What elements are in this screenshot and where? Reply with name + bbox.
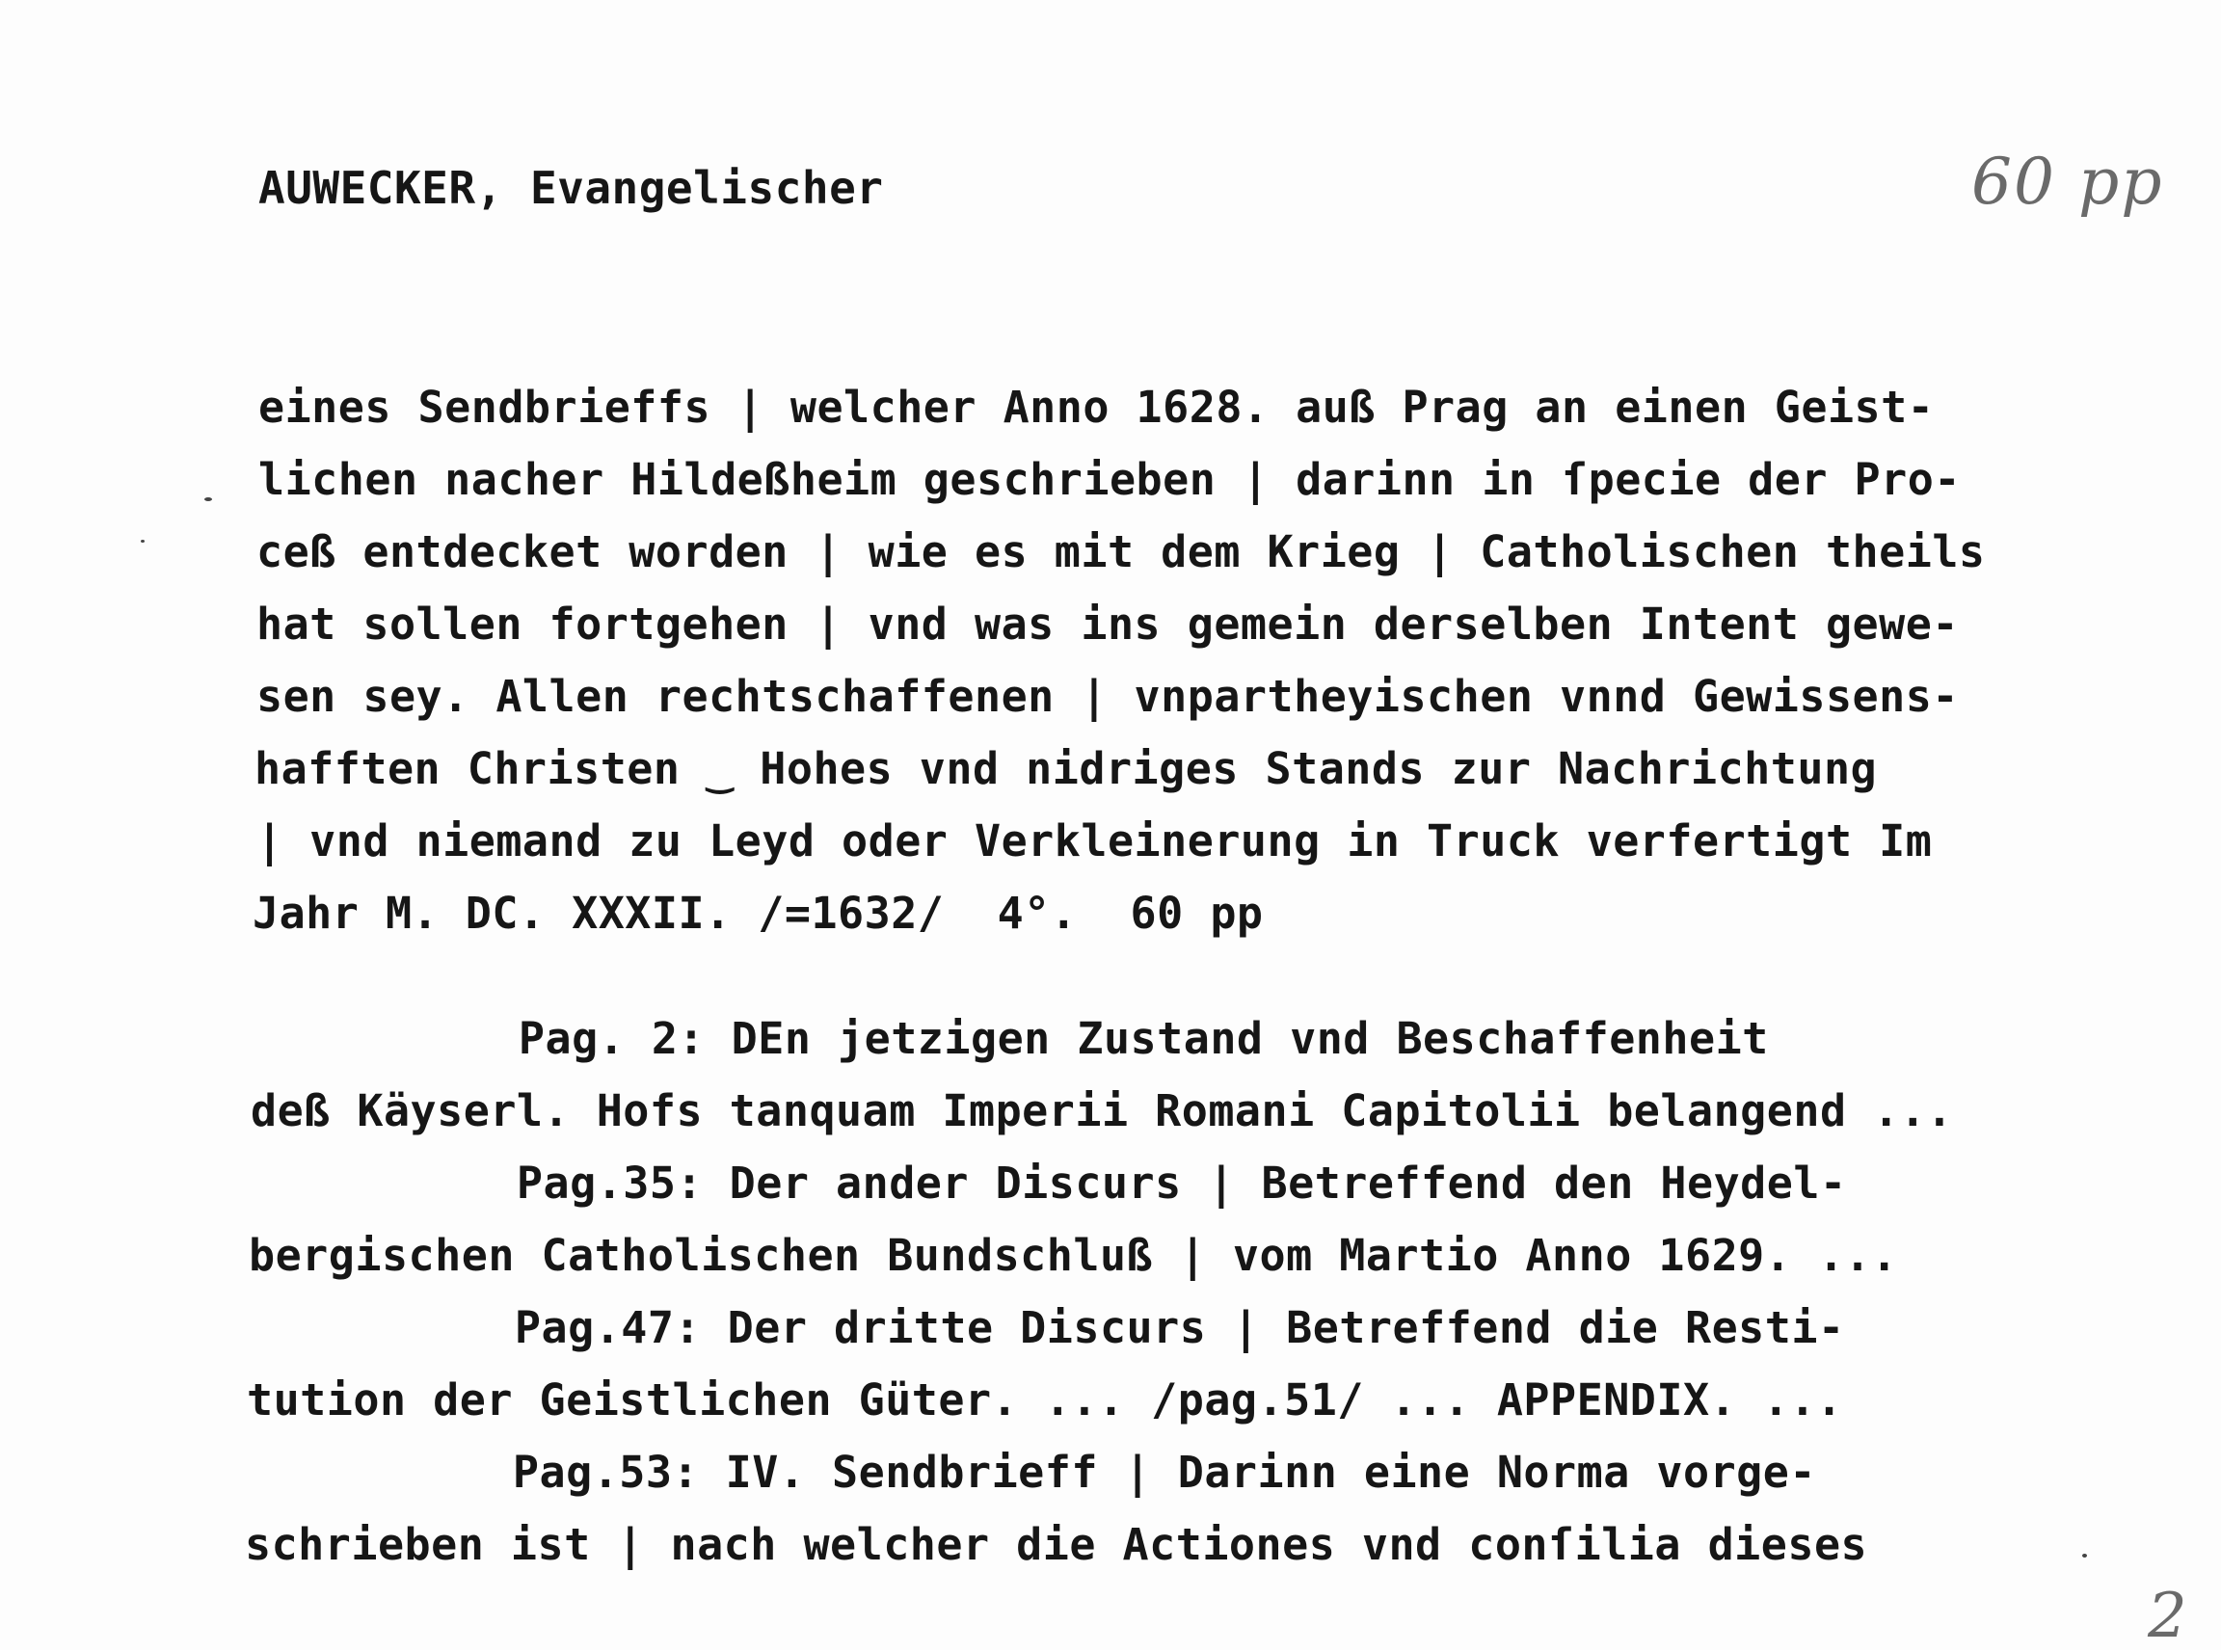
contents-line: Pag. 2: DEn jetzigen Zustand vnd Beschaffenheit — [253, 1013, 1769, 1064]
title-line: lichen nacher Hildeßheim geschrieben | darinn in ſpecie der Pro- — [258, 454, 1961, 505]
contents-line: deß Käyserl. Hofs tanquam Imperii Romani Capitolii belangend ... — [251, 1085, 1953, 1136]
contents-line: tution der Geistlichen Güter. ... /pag.51/ ... APPENDIX. ... — [247, 1374, 1843, 1426]
title-line: hat sollen fortgehen | vnd was ins gemein derselben Intent gewe- — [256, 599, 1959, 650]
contents-line: bergischen Catholischen Bundschluß | vom Martio Anno 1629. ... — [249, 1230, 1898, 1281]
contents-line: schrieben ist | nach welcher die Actiones vnd conſilia dieses — [245, 1519, 1868, 1570]
title-line: hafften Christen ‿ Hohes vnd nidriges Stands zur Nachrichtung — [254, 743, 1878, 794]
title-line: eines Sendbrieffs | welcher Anno 1628. auß Prag an einen Geist- — [258, 382, 1935, 433]
scan-speck — [141, 540, 145, 543]
scan-speck — [204, 497, 212, 501]
title-line: Jahr M. DC. XXXII. /=1632/ 4°. 60 pp — [253, 888, 1264, 939]
margin-note: 60 pp — [1971, 145, 2164, 219]
title-line: ceß entdecket worden | wie es mit dem Krieg | Catholischen theils — [256, 526, 1986, 577]
contents-line: Pag.47: Der dritte Discurs | Betreffend die Resti- — [249, 1302, 1845, 1353]
scan-speck — [2082, 1554, 2087, 1558]
contents-line: Pag.53: IV. Sendbrieff | Darinn eine Norma vorge- — [247, 1447, 1816, 1498]
entry-heading: AUWECKER, Evangelischer — [258, 162, 884, 214]
title-line: sen sey. Allen rechtschaffenen | vnpartheyischen vnnd Gewissens- — [256, 671, 1959, 722]
title-line: | vnd niemand zu Leyd oder Verkleinerung in Truck verfertigt Im — [256, 815, 1933, 866]
page-number-mark: 2 — [2148, 1581, 2187, 1652]
contents-line: Pag.35: Der ander Discurs | Betreffend den Heydel- — [251, 1158, 1847, 1209]
